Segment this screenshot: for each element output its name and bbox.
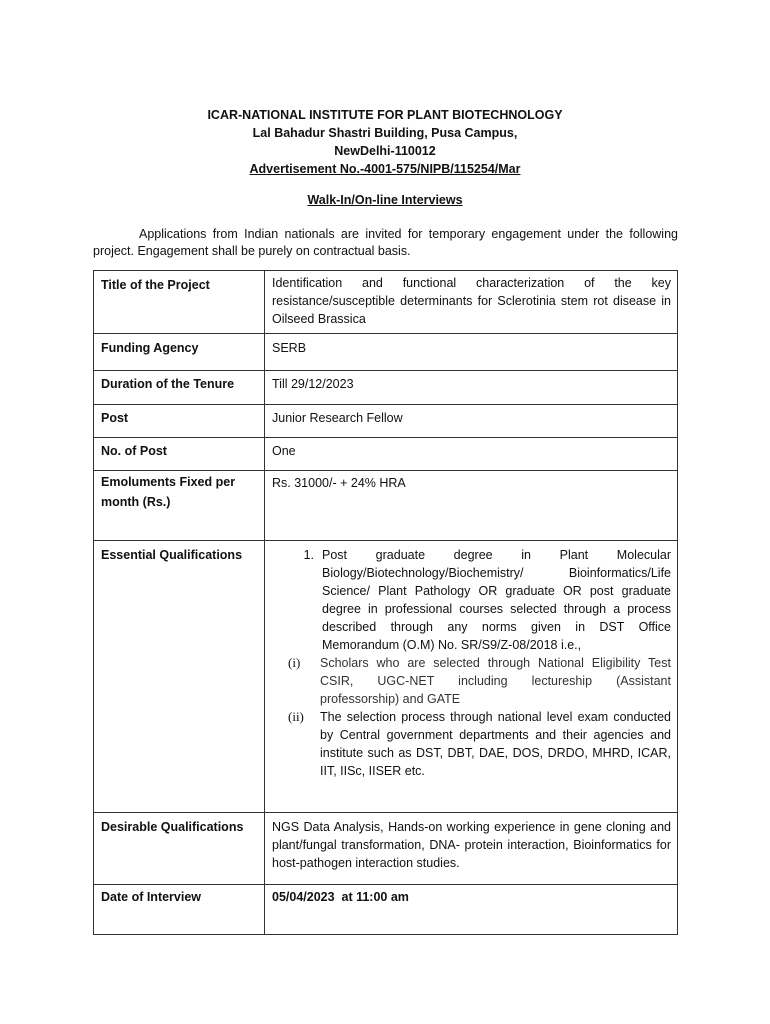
emoluments-label: Emoluments Fixed per month (Rs.) [94,471,265,541]
table-row [94,271,678,334]
sub-list-marker: (i) [288,655,301,670]
list-item [292,546,671,654]
institute-name: ICAR-NATIONAL INSTITUTE FOR PLANT BIOTECHNOLOGY [207,108,563,122]
building-address: Lal Bahadur Shastri Building, Pusa Campus, [252,126,518,140]
funding-label: Funding Agency [94,334,265,371]
project-details-table [93,270,678,935]
city-address: NewDelhi-110012 [334,144,436,158]
essential-value [265,541,678,813]
emoluments-value: Rs. 31000/- + 24% HRA [265,471,678,541]
table-row [94,438,678,471]
table-row [94,885,678,935]
interview-value: 05/04/2023 at 11:00 am [265,885,678,935]
tenure-label: Duration of the Tenure [94,371,265,405]
document-header [0,106,770,178]
sub-list-text: Scholars who are selected through National Eligibility Test CSIR, UGC-NET including lectureship (Assistant professorship) and GATE [320,656,671,706]
list-text: Post graduate degree in Plant Molecular Biology/Biotechnology/Biochemistry/ Bioinformatics/Life Science/ Plant Pathology OR graduate OR post graduate degree in professional courses selected through a process described through any norms given in DST Office Memorandum (O.M) No. SR/S9/Z-08/2018 i.e., [322,548,671,652]
desirable-label: Desirable Qualifications [94,813,265,885]
num-post-label: No. of Post [94,438,265,471]
intro-paragraph: Applications from Indian nationals are invited for temporary engagement under the following project. Engagement shall be purely on contractual basis. [93,227,678,258]
num-post-value: One [265,438,678,471]
interview-type-title: Walk-In/On-line Interviews [307,193,463,207]
list-number: 1. [303,548,314,562]
list-item [272,708,671,780]
title-label: Title of the Project [94,271,265,334]
title-value: Identification and functional characterization of the key resistance/susceptible determinants for Sclerotinia stem rot disease in Oilseed Brassica [265,271,678,334]
essential-label: Essential Qualifications [94,541,265,813]
table-row [94,405,678,438]
sub-list-text: The selection process through national level exam conducted by Central government departments and their agencies and institute such as DST, DBT, DAE, DOS, DRDO, MHRD, ICAR, IIT, IISc, IISER etc. [320,710,671,778]
post-label: Post [94,405,265,438]
desirable-value: NGS Data Analysis, Hands-on working experience in gene cloning and plant/fungal transformation, DNA- protein interaction, Bioinformatics for host-pathogen interaction studies. [265,813,678,885]
funding-value: SERB [265,334,678,371]
table-row [94,813,678,885]
tenure-value: Till 29/12/2023 [265,371,678,405]
table-row [94,371,678,405]
advertisement-number: Advertisement No.-4001-575/NIPB/115254/Mar [249,162,521,176]
table-row [94,334,678,371]
list-item [272,654,671,708]
interview-label: Date of Interview [94,885,265,935]
table-row [94,471,678,541]
sub-list-marker: (ii) [288,709,304,724]
post-value: Junior Research Fellow [265,405,678,438]
table-row [94,541,678,813]
